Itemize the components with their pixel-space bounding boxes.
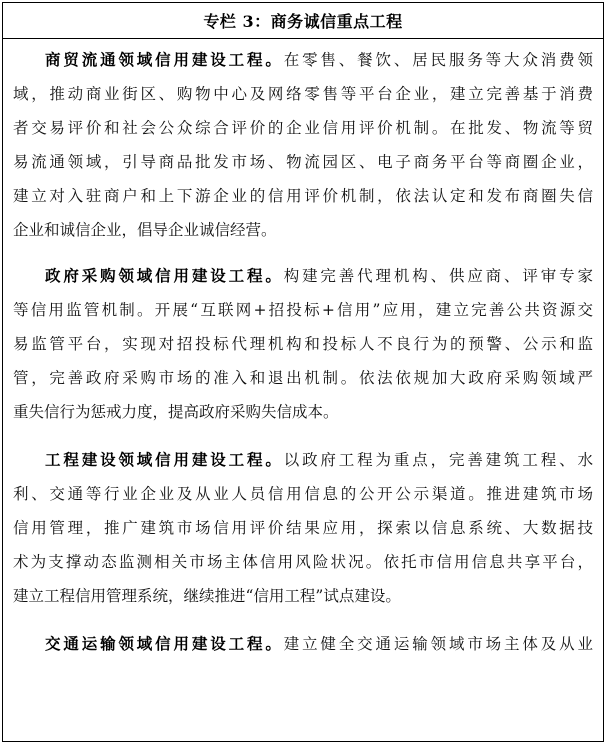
paragraph-line: 域，推动商业街区、购物中心及网络零售等平台企业，建立完善基于消费 (13, 85, 593, 103)
column-box (2, 2, 604, 742)
paragraph-line: 重失信行为惩戒力度，提高政府采购失信成本。 (13, 403, 339, 421)
paragraph-line: 易流通领域，引导商品批发市场、物流园区、电子商务平台等商圈企业， (13, 153, 593, 171)
paragraph-line: 信用管理，推广建筑市场信用评价结果应用，探索以信息系统、大数据技 (13, 519, 593, 537)
paragraph-heading: 交通运输领域信用建设工程。 (45, 634, 284, 653)
paragraph-line: 交通运输领域信用建设工程。建立健全交通运输领域市场主体及从业 (45, 634, 593, 653)
paragraph-line: 术为支撑动态监测相关市场主体信用风险状况。依托市信用信息共享平台， (13, 553, 593, 571)
paragraph-line: 利、交通等行业企业及从业人员信用信息的公开公示渠道。推进建筑市场 (13, 485, 593, 503)
paragraph-line: 管，完善政府采购市场的准入和退出机制。依法依规加大政府采购领域严 (13, 369, 593, 387)
paragraph-heading: 工程建设领域信用建设工程。 (45, 450, 284, 469)
paragraph-line: 者交易评价和社会公众综合评价的企业信用评价机制。在批发、物流等贸 (13, 119, 593, 137)
paragraph-heading: 政府采购领域信用建设工程。 (45, 266, 284, 285)
column-title: 专栏 3：商务诚信重点工程 (203, 12, 403, 31)
paragraph-line: 建立工程信用管理系统，继续推进“信用工程”试点建设。 (13, 587, 401, 605)
paragraph-line: 企业和诚信企业，倡导企业诚信经营。 (13, 221, 277, 239)
paragraph-line: 工程建设领域信用建设工程。以政府工程为重点，完善建筑工程、水 (45, 450, 593, 469)
paragraph-line: 易监管平台，实现对招投标代理机构和投标人不良行为的预警、公示和监 (13, 335, 593, 353)
paragraph-heading: 商贸流通领域信用建设工程。 (45, 50, 284, 69)
title-row (3, 3, 603, 39)
paragraph-line: 商贸流通领域信用建设工程。在零售、餐饮、居民服务等大众消费领 (45, 50, 593, 69)
paragraph-line: 建立对入驻商户和上下游企业的信用评价机制，依法认定和发布商圈失信 (13, 187, 593, 205)
paragraph-line: 等信用监管机制。开展“互联网+招投标+信用”应用，建立完善公共资源交 (13, 301, 593, 319)
paragraph-line: 政府采购领域信用建设工程。构建完善代理机构、供应商、评审专家 (45, 266, 593, 285)
